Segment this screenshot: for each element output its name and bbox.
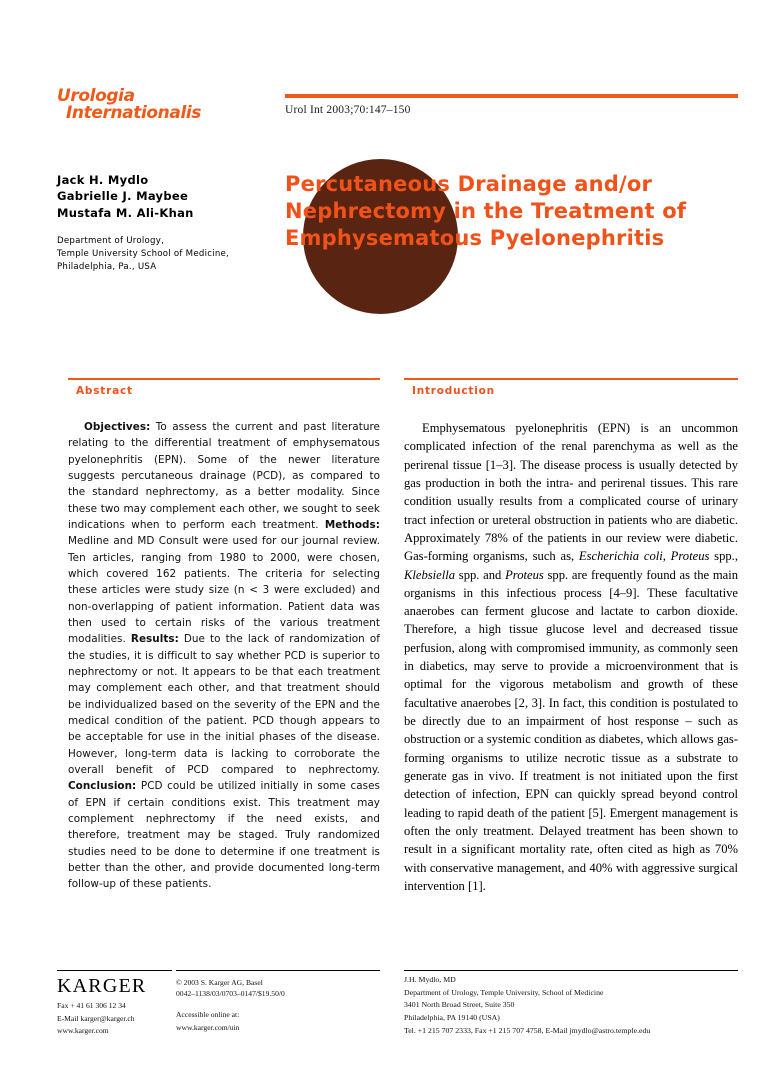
introduction-heading: Introduction <box>412 385 495 397</box>
correspondence-contact: Tel. +1 215 707 2333, Fax +1 215 707 4758, E-Mail jmydlo@astro.temple.edu <box>404 1025 651 1035</box>
online-access-url[interactable]: www.karger.com/uin <box>176 1022 240 1032</box>
karger-logo: KARGER <box>57 975 147 997</box>
article-title: Percutaneous Drainage and/or Nephrectomy in the Treatment of Emphysematous Pyelonephritis <box>285 172 687 251</box>
correspondence-city: Philadelphia, PA 19140 (USA) <box>404 1012 500 1022</box>
masthead-line-1: Urologia <box>57 86 135 106</box>
issn-line: 0042–1138/03/0703–0147/$19.50/0 <box>176 989 285 999</box>
abstract-rule <box>68 378 380 380</box>
correspondence-block <box>404 974 650 1037</box>
header-rule <box>285 94 738 98</box>
publisher-contact <box>57 1000 135 1038</box>
affiliation-line: Temple University School of Medicine, <box>57 249 230 260</box>
abstract-text: Objectives: To assess the current and past literature relating to the differential treatment of emphysematous pyelonephritis (EPN). Some of the newer literature suggests percutaneous drainage (PCD), as compared to the standard nephrectomy, as a better modality. Since these two may complement each other, we sought to seek indications when to perform each treatment. Methods: Medline and MD Consult were used for our journal review. Ten articles, ranging from 1980 to 2000, were chosen, which covered 162 patients. The criteria for selecting these articles were study size (n < 3 were excluded) and non-overlapping of patient information. Patient data was then used to certain risks of the various treatment modalities. Results: Due to the lack of randomization of the studies, it is difficult to say whether PCD is superior to nephrectomy or not. It appears to be that each treatment may complement each other, and that treatment should be individualized based on the severity of the EPN and the medical condition of the patient. PCD though appears to be acceptable for use in the initial phases of the disease. However, long-term data is lacking to corroborate the overall benefit of PCD compared to nephrectomy. Conclusion: PCD could be utilized initially in some cases of EPN if certain conditions exist. This treatment may complement nephrectomy if the need exists, and therefore, treatment may be staged. Truly randomized studies need to be done to determine if one treatment is better than the other, and provide documented long-term follow-up of these patients. <box>68 421 380 891</box>
introduction-rule <box>404 378 738 380</box>
abstract-column <box>68 378 380 893</box>
publisher-email[interactable]: E-Mail karger@karger.ch <box>57 1013 135 1023</box>
footer-rule-middle <box>176 970 380 971</box>
introduction-text: Emphysematous pyelonephritis (EPN) is an uncommon complicated infection of the renal parenchyma as well as the perirenal tissue [1–3]. The disease process is usually detected by gas production in both the intra- and perirenal tissues. This rare condition usually results from a complicated course of urinary tract infection or ureteral obstruction in patients who are diabetic. Approximately 78% of the patients in our review were diabetic. Gas-forming organisms, such as, Escherichia coli, Proteus spp., Klebsiella spp. and Proteus spp. are frequently found as the main organisms in this infectious process [4–9]. These facultative anaerobes can ferment glucose and lactate to carbon dioxide. Therefore, a high tissue glucose level and decreased tissue perfusion, along with compromised immunity, as commonly seen in diabetics, may serve to provide a microenvironment that is optimal for the vigorous metabolism and growth of these facultative anaerobes [2, 3]. In fact, this condition is postulated to be directly due to an impairment of host response – such as obstruction or a systemic condition as diabetes, which allows gas-forming organisms to utilize necrotic tissue as a substrate to generate gas in vivo. If treatment is not initiated upon the first detection of infection, EPN can quickly spread beyond control leading to rapid death of the patient [5]. Emergent management is often the only treatment. Delayed treatment has been shown to result in a significant mortality rate, often cited as high as 70% with conservative management, and 40% with aggressive surgical intervention [1]. <box>404 421 738 893</box>
author-block <box>57 172 277 274</box>
abstract-heading: Abstract <box>76 385 133 397</box>
author-name: Gabrielle J. Maybee <box>57 189 189 204</box>
author-name: Jack H. Mydlo <box>57 173 149 187</box>
journal-reference: Urol Int 2003;70:147–150 <box>285 104 411 116</box>
publisher-website[interactable]: www.karger.com <box>57 1026 109 1036</box>
footer-rule-right <box>404 970 738 971</box>
online-access-label: Accessible online at: <box>176 1010 240 1019</box>
masthead-line-2: Internationalis <box>66 103 202 124</box>
correspondence-name: J.H. Mydlo, MD <box>404 975 456 984</box>
correspondence-street: 3401 North Broad Street, Suite 350 <box>404 1000 515 1010</box>
footer-rule-left <box>57 970 172 971</box>
affiliation-block <box>57 235 277 274</box>
introduction-column <box>404 378 738 895</box>
journal-masthead <box>57 88 267 123</box>
affiliation-line: Philadelphia, Pa., USA <box>57 262 157 273</box>
online-access-block <box>176 1009 239 1034</box>
publisher-fax: Fax + 41 61 306 12 34 <box>57 1001 126 1010</box>
author-name: Mustafa M. Ali-Khan <box>57 205 194 220</box>
affiliation-line: Department of Urology, <box>57 235 165 246</box>
title-block <box>285 150 745 330</box>
correspondence-department: Department of Urology, Temple University, School of Medicine <box>404 987 604 997</box>
copyright-line: © 2003 S. Karger AG, Basel <box>176 978 263 987</box>
copyright-block <box>176 977 285 1000</box>
